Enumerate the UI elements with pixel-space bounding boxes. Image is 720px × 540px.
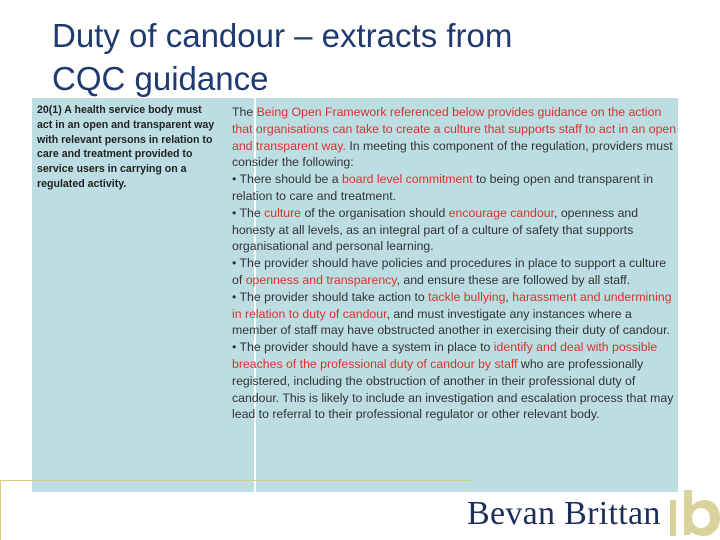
text-run: • The [232,205,265,220]
text-run: , openness and honesty at all levels, as an integral part of a culture of safety that supports organisational and personal learning. [232,205,639,254]
footer-rule [0,480,470,481]
text-run: who are professionally registered, including the obstruction of another in their professional duty of candour. This is likely to include an investigation and escalation process that may lead to referral to their professional regulator or other relevant body. [232,356,674,422]
text-run: , and ensure these are followed by all staff. [396,272,631,287]
regulation-cell: 20(1) A health service body must act in an open and transparent way with relevant persons in relation to care and treatment provided to service users in carrying on a regulated activity. [37,104,215,190]
highlight-text: encourage candour [448,205,554,220]
bullet-bullying [232,289,678,339]
highlight-text: identify and deal with possible breaches of the professional duty of candour by staff [232,340,658,371]
footer-rule-left [0,480,1,540]
bb-monogram-icon [670,490,720,536]
highlight-text: board level commitment [342,172,473,187]
highlight-text: culture [264,205,302,220]
text-run: • The provider should have a system in place to [232,340,494,355]
text-run: • There should be a [232,172,343,187]
text-run: of the organisation should [301,205,449,220]
highlight-text: harassment and undermining in relation to duty of candour [232,289,672,321]
text-run: The [232,105,257,119]
highlight-text: tackle bullying [428,289,506,304]
bullet-board-commitment [232,171,678,205]
highlight-text: openness and transparency [245,272,397,287]
text-run: to being open and transparent in relation to care and treatment. [232,172,654,203]
bullet-breaches [232,339,678,423]
guidance-intro [232,104,678,171]
brand-logo-text: Bevan Brittan [467,495,661,532]
guidance-cell [232,104,678,423]
guidance-table [32,98,678,492]
bullet-policies [232,255,678,289]
text-run: In meeting this component of the regulation, providers must consider the following: [232,138,673,170]
text-run: , [505,289,513,304]
text-run: • The provider should have policies and procedures in place to support a culture of [232,256,667,287]
title-line-1: Duty of candour – extracts from [52,17,513,54]
title-line-2: CQC guidance [52,60,269,97]
text-run: , and must investigate any instances where a member of staff may have obstructed another in exercising their duty of candour. [232,306,670,338]
bullet-culture [232,205,678,255]
highlight-text: Being Open Framework referenced below provides guidance on the action that organisations can take to create a culture that supports staff to act in an open and transparent way. [232,105,677,153]
page-title [52,14,672,100]
text-run: • The provider should take action to [232,289,429,304]
